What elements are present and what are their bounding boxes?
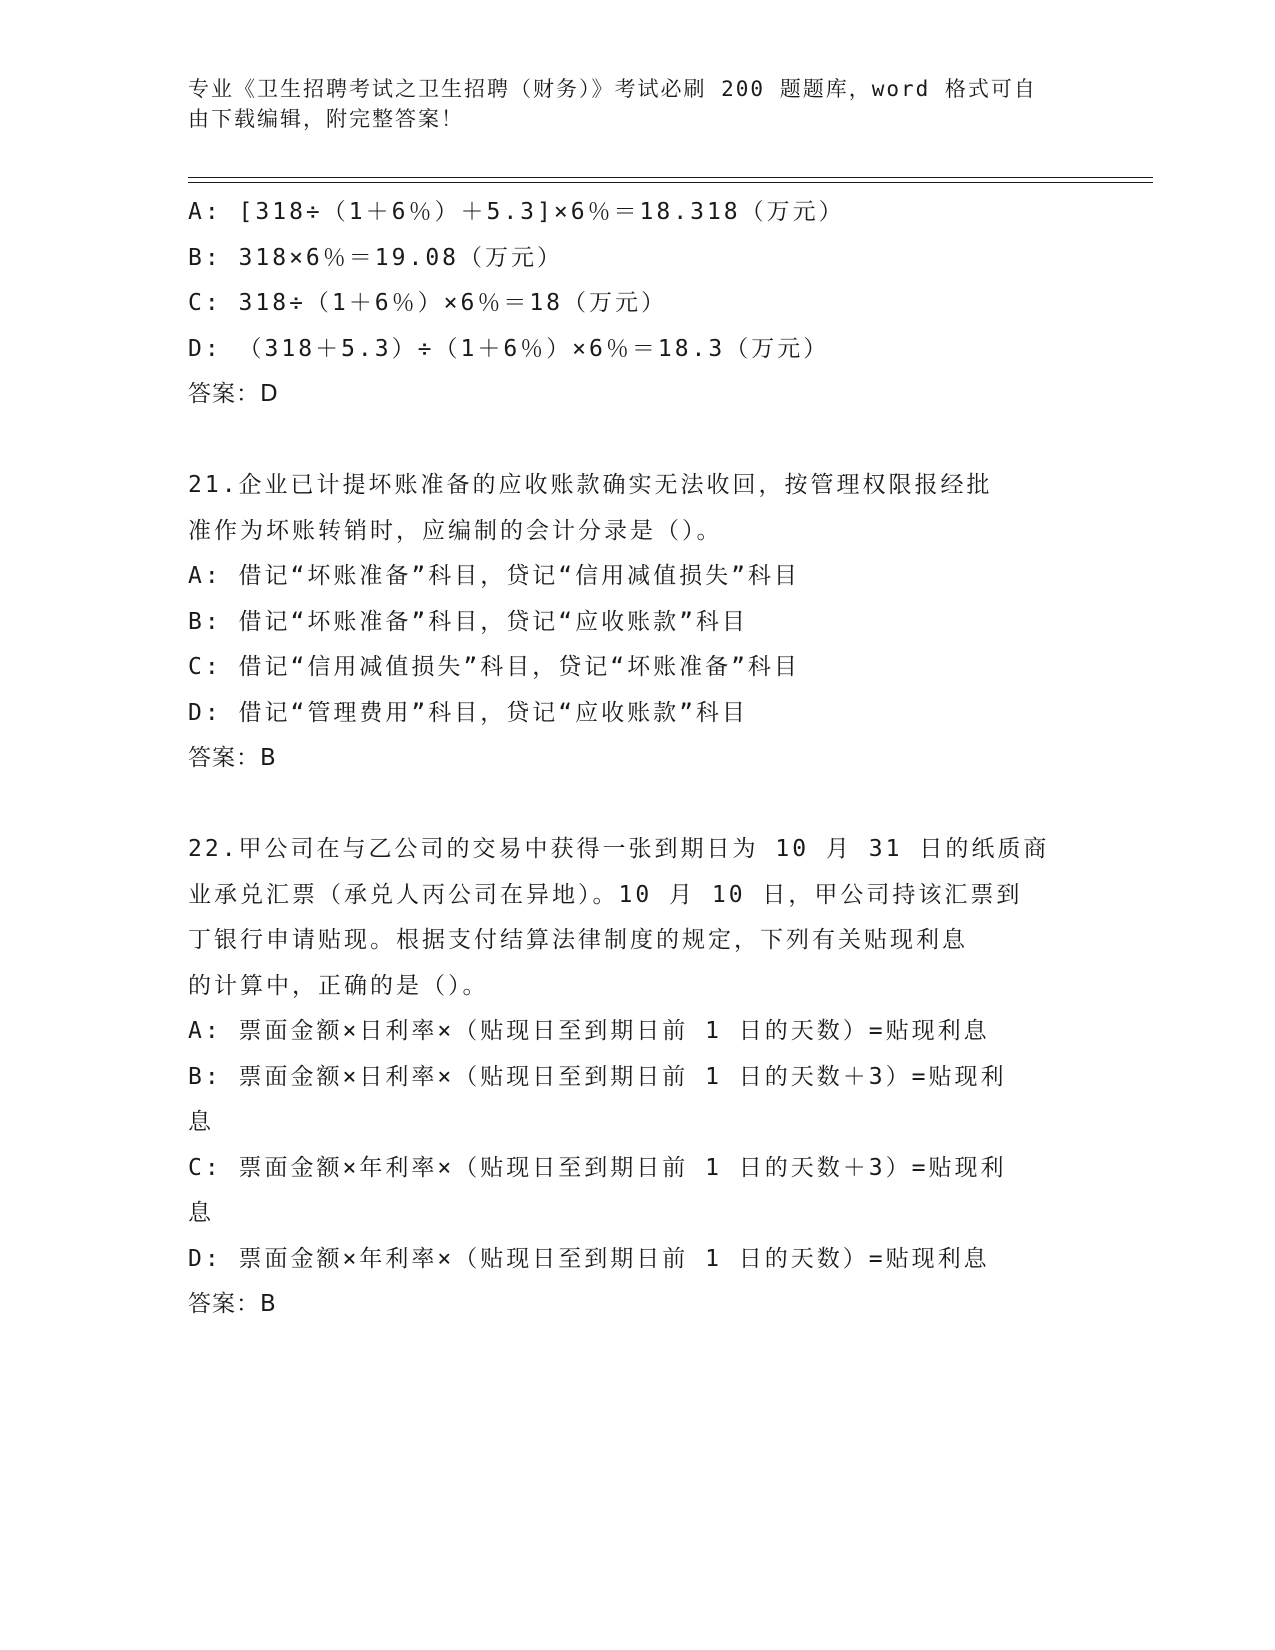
question-stem-line: 22.甲公司在与乙公司的交易中获得一张到期日为 10 月 31 日的纸质商 (188, 836, 1050, 862)
option-d: D: （318＋5.3）÷（1＋6％）×6％＝18.3（万元） (188, 335, 830, 362)
header-divider-top (188, 177, 1153, 178)
option-b: B: 318×6％＝19.08（万元） (188, 244, 564, 271)
spacer (188, 418, 1093, 464)
question-21 (188, 463, 1093, 782)
option-c: C: 借记“信用减值损失”科目，贷记“坏账准备”科目 (188, 654, 800, 680)
question-content (188, 190, 1093, 1328)
option-b: B: 借记“坏账准备”科目，贷记“应收账款”科目 (188, 608, 748, 635)
option-b-continuation: 息 (188, 1109, 214, 1135)
option-d: D: 借记“管理费用”科目，贷记“应收账款”科目 (188, 699, 748, 726)
question-22 (188, 827, 1093, 1328)
option-c: C: 318÷（1＋6％）×6％＝18（万元） (188, 290, 668, 316)
question-20-options (188, 190, 1093, 418)
question-stem-line: 21.企业已计提坏账准备的应收账款确实无法收回，按管理权限报经批 (188, 472, 993, 498)
header-line-1: 专业《卫生招聘考试之卫生招聘（财务）》考试必刷 200 题题库，word 格式可自 (188, 77, 1037, 101)
option-c-continuation: 息 (188, 1200, 214, 1226)
header-line-2: 由下载编辑，附完整答案！ (188, 107, 464, 131)
question-stem-line: 准作为坏账转销时，应编制的会计分录是（）。 (188, 517, 723, 544)
question-stem-line: 业承兑汇票（承兑人丙公司在异地）。10 月 10 日，甲公司持该汇票到 (188, 881, 1023, 908)
question-stem-line: 丁银行申请贴现。根据支付结算法律制度的规定，下列有关贴现利息 (188, 927, 968, 953)
option-d: D: 票面金额×年利率×（贴现日至到期日前 1 日的天数）=贴现利息 (188, 1245, 990, 1272)
option-a: A: 票面金额×日利率×（贴现日至到期日前 1 日的天数）=贴现利息 (188, 1018, 990, 1044)
option-a: A: 借记“坏账准备”科目，贷记“信用减值损失”科目 (188, 563, 800, 589)
question-stem-line: 的计算中，正确的是（）。 (188, 972, 489, 999)
answer-line: 答案：B (188, 1291, 277, 1317)
answer-line: 答案：B (188, 745, 277, 771)
option-b: B: 票面金额×日利率×（贴现日至到期日前 1 日的天数＋3）=贴现利 (188, 1063, 1007, 1090)
option-a: A: [318÷（1＋6％）＋5.3]×6％＝18.318（万元） (188, 199, 845, 225)
answer-line: 答案：D (188, 381, 279, 407)
option-c: C: 票面金额×年利率×（贴现日至到期日前 1 日的天数＋3）=贴现利 (188, 1154, 1007, 1181)
spacer (188, 782, 1093, 828)
header-divider-bottom (188, 182, 1153, 183)
page-header (188, 74, 1068, 134)
